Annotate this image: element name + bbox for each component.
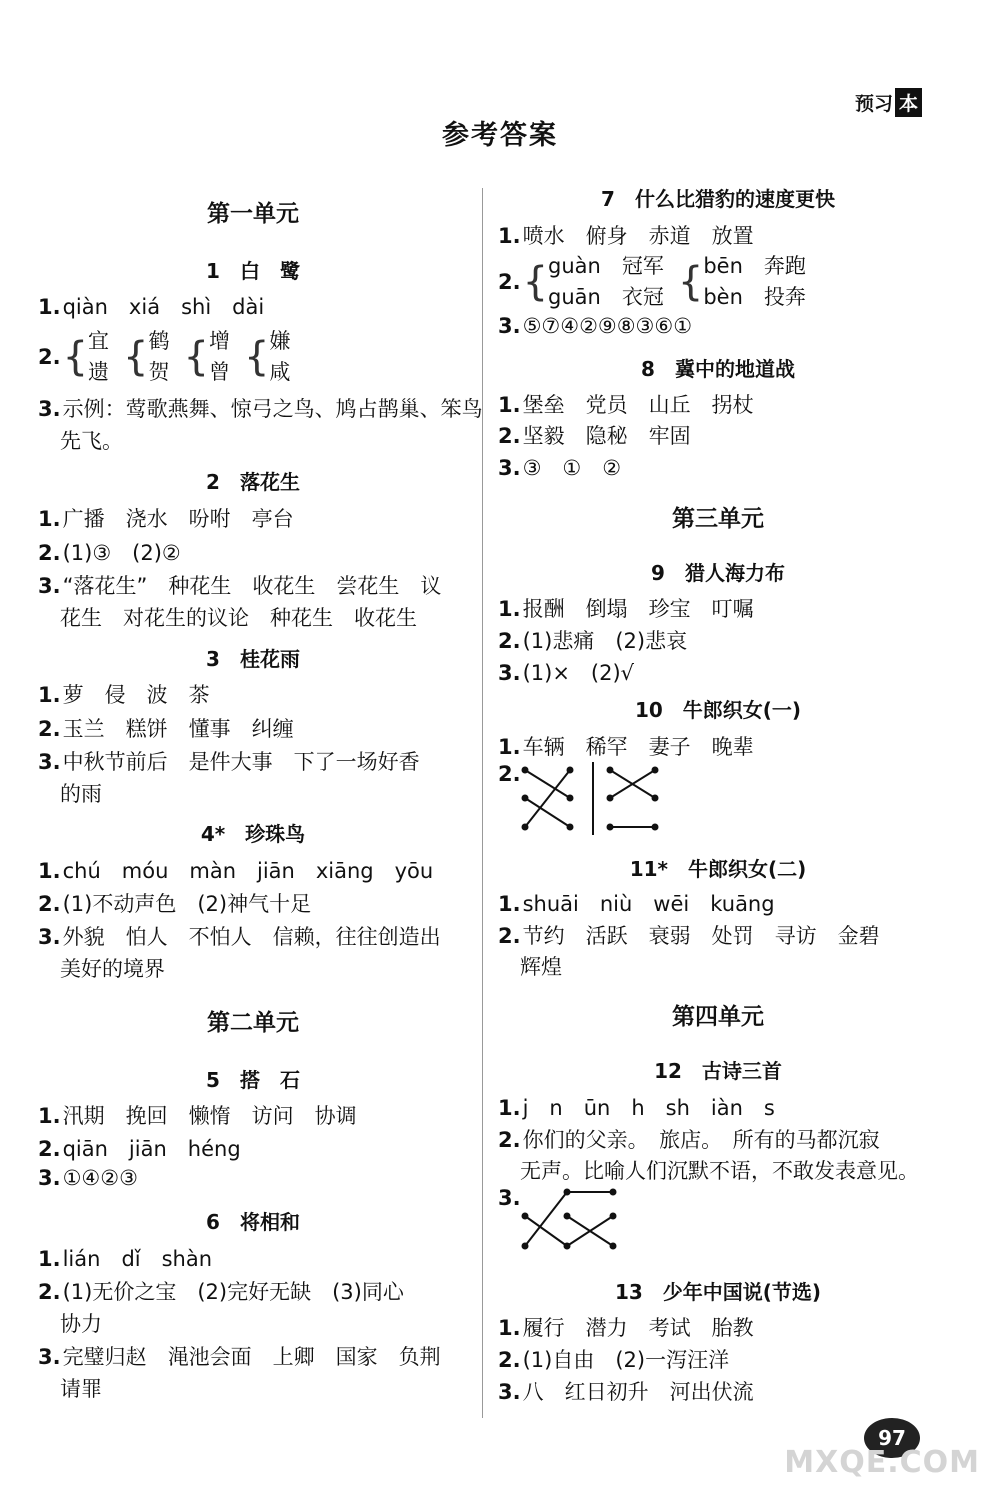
answer-line: 1.lián dǐ shàn (38, 1247, 213, 1271)
answer-line: 2.(1)无价之宝 (2)完好无缺 (3)同心 (38, 1280, 404, 1304)
lesson-title: 7 什么比猎豹的速度更快 (601, 187, 835, 211)
lesson-title: 5 搭 石 (206, 1068, 300, 1092)
lesson-title: 13 少年中国说(节选) (614, 1280, 822, 1304)
answer-line: 1.shuāi niù wēi kuāng (498, 892, 775, 916)
unit-heading-1: 第一单元 (207, 201, 299, 227)
answer-line: 2.节约 活跃 衰弱 处罚 寻访 金碧 (498, 924, 880, 948)
unit-heading-2: 第二单元 (207, 1010, 299, 1036)
match-dot (610, 1243, 617, 1250)
lesson-title: 8 冀中的地道战 (641, 357, 795, 381)
answer-line: 3.中秋节前后 是件大事 下了一场好香 (38, 750, 420, 774)
answer-line: 无声。比喻人们沉默不语，不敢发表意见。 (520, 1159, 919, 1183)
lesson-title: 1 白 鹭 (206, 259, 300, 283)
section-prefix: 预习 (854, 93, 893, 115)
answer-line: 2.(1)③ (2)② (38, 541, 181, 565)
answer-line: 1.广播 浇水 吩咐 亭台 (38, 507, 294, 531)
answer-line: 辉煌 (520, 955, 562, 979)
watermark: MXQE.COM (784, 1445, 980, 1480)
match-dot (610, 1189, 617, 1196)
answer-line: 1.喷水 俯身 赤道 放置 (498, 224, 754, 248)
answer-line: 1.j n ūn h sh iàn s (498, 1096, 775, 1120)
answer-line: 1.履行 潜力 考试 胎教 (498, 1316, 754, 1340)
match-dot (522, 795, 529, 802)
answer-line: 3.(1)× (2)√ (498, 661, 635, 685)
match-dot (652, 767, 659, 774)
answer-line: 2.qiān jiān héng (38, 1137, 241, 1161)
lesson-title: 12 古诗三首 (654, 1059, 782, 1083)
lesson-title: 6 将相和 (206, 1210, 300, 1234)
match-dot (564, 1213, 571, 1220)
match-line (525, 770, 570, 827)
lesson-title: 11* 牛郎织女(二) (629, 857, 807, 881)
match-dot (607, 795, 614, 802)
answer-line: 先飞。 (60, 429, 123, 453)
match-dot (607, 767, 614, 774)
answer-line: 花生 对花生的议论 种花生 收花生 (60, 606, 417, 630)
lesson-title: 3 桂花雨 (206, 647, 300, 671)
section-box: 本 (895, 88, 922, 117)
answer-line: 3.③ ① ② (498, 456, 622, 480)
match-line (525, 770, 570, 798)
answer-line-label: 3. (498, 1186, 521, 1210)
match-dot (522, 824, 529, 831)
column-divider (482, 188, 483, 1418)
answer-line: 美好的境界 (60, 957, 165, 981)
unit-heading-3: 第三单元 (672, 506, 764, 532)
match-dot (564, 1243, 571, 1250)
match-dot (564, 1189, 571, 1196)
answer-line: 请罪 (60, 1377, 102, 1401)
lesson-title: 9 猎人海力布 (651, 561, 785, 585)
answer-line: 2.(1)自由 (2)一泻汪洋 (498, 1348, 730, 1372)
match-dot (652, 824, 659, 831)
page-title: 参考答案 (442, 120, 558, 151)
answer-line: 2. { guàn 冠军 guān 衣冠 { bēn 奔跑 bèn 投奔 (498, 254, 806, 309)
answer-line: 1.报酬 倒塌 珍宝 叮嘱 (498, 597, 754, 621)
answer-line: 2.坚毅 隐秘 牢固 (498, 424, 691, 448)
answer-line: 3.⑤⑦④②⑨⑧③⑥① (498, 314, 693, 338)
answer-line: 3.八 红日初升 河出伏流 (498, 1380, 754, 1404)
match-dot (567, 824, 574, 831)
match-dot (567, 795, 574, 802)
answer-line: 1.堡垒 党员 山丘 拐杖 (498, 393, 754, 417)
answer-line: 3.①④②③ (38, 1166, 138, 1190)
answer-line: 1.汛期 挽回 懒惰 访问 协调 (38, 1104, 357, 1128)
answer-line: 1.qiàn xiá shì dài (38, 295, 265, 319)
answer-line: 1.萝 侵 波 茶 (38, 683, 210, 707)
matching-diagram (515, 760, 665, 840)
answer-line: 2.你们的父亲。 旅店。 所有的马都沉寂 (498, 1128, 880, 1152)
answer-line: 3.“落花生” 种花生 收花生 尝花生 议 (38, 574, 442, 598)
answer-line: 2.(1)悲痛 (2)悲哀 (498, 629, 688, 653)
answer-line: 2.玉兰 糕饼 懂事 纠缠 (38, 717, 294, 741)
lesson-title: 4* 珍珠鸟 (200, 822, 306, 846)
match-dot (652, 795, 659, 802)
match-dot (607, 824, 614, 831)
lesson-title: 10 牛郎织女(一) (634, 698, 802, 722)
match-dot (522, 1243, 529, 1250)
answer-line: 2. { 宜 遗 { 鹤 贺 { 增 曾 { 嫌 咸 (38, 329, 291, 384)
answer-line: 1.chú móu màn jiān xiāng yōu (38, 859, 434, 883)
lesson-title: 2 落花生 (206, 470, 300, 494)
answer-line: 2.(1)不动声色 (2)神气十足 (38, 892, 312, 916)
answer-line: 1.车辆 稀罕 妻子 晚辈 (498, 735, 754, 759)
answer-line: 3.完璧归赵 渑池会面 上卿 国家 负荆 (38, 1345, 441, 1369)
page-number: 97 (864, 1418, 920, 1458)
match-line (525, 1192, 567, 1246)
answer-line: 协力 (60, 1312, 102, 1336)
match-dot (522, 767, 529, 774)
answer-line: 3.外貌 怕人 不怕人 信赖，往往创造出 (38, 925, 441, 949)
match-dot (610, 1213, 617, 1220)
answer-line: 3.示例：莺歌燕舞、惊弓之鸟、鸠占鹊巢、笨鸟 (38, 397, 483, 421)
match-line (525, 798, 570, 827)
answer-line: 的雨 (60, 782, 102, 806)
match-dot (522, 1213, 529, 1220)
answer-line-label: 2. (498, 762, 521, 786)
unit-heading-4: 第四单元 (672, 1004, 764, 1030)
match-dot (567, 767, 574, 774)
poem-matching-diagram (515, 1182, 625, 1257)
